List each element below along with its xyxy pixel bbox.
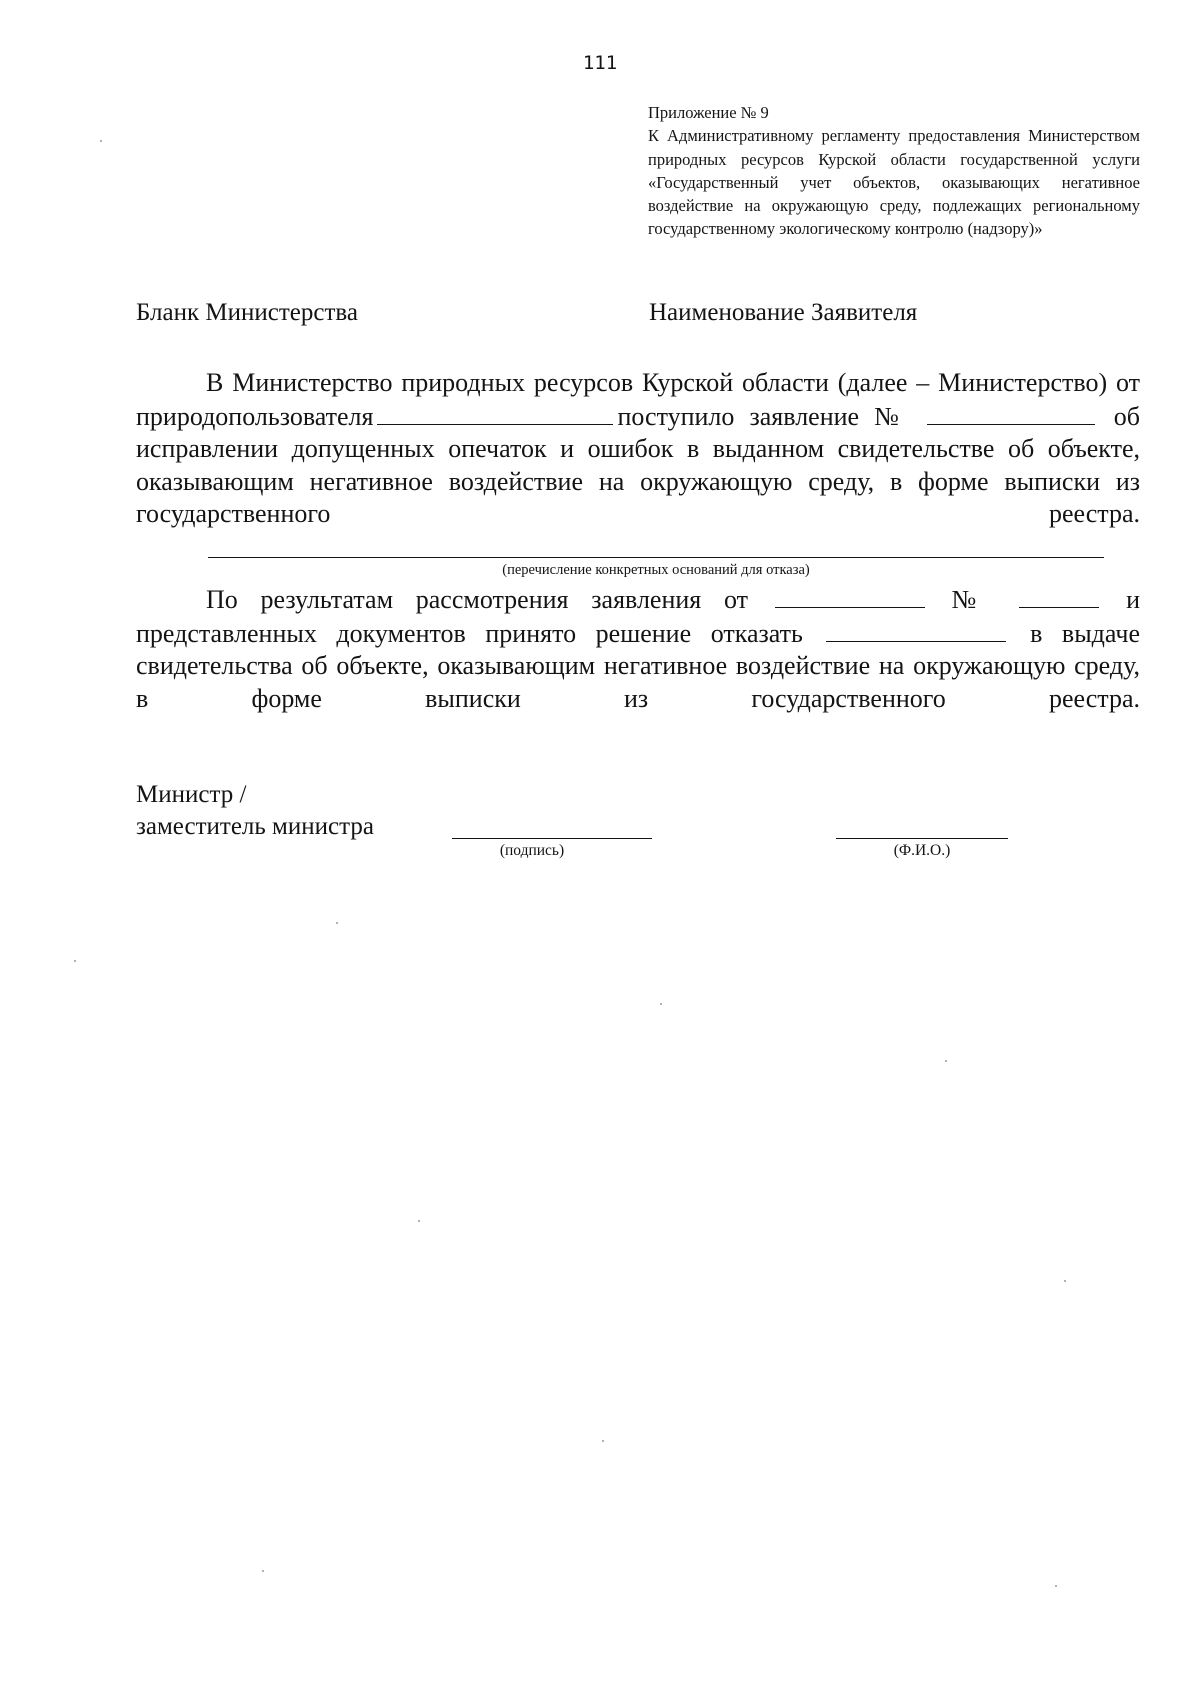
scan-speck — [336, 922, 338, 924]
decision-paragraph — [136, 583, 1140, 715]
scan-speck — [945, 1060, 947, 1062]
application-number-blank — [927, 400, 1095, 425]
full-name-caption: (Ф.И.О.) — [893, 842, 951, 859]
scan-speck — [74, 960, 76, 962]
applicant-name-label: Наименование Заявителя — [649, 299, 918, 326]
appendix-block — [648, 101, 1140, 241]
decision-number-blank — [1019, 583, 1099, 608]
scan-speck — [418, 1220, 420, 1222]
decision-text-part3: и представленных документов принято решение отказать — [136, 585, 1141, 648]
scan-speck — [602, 1440, 604, 1442]
decision-text-part4: в выдаче свидетельства об объекте, оказывающим негативное воздействие на окружающую среду, в форме выписки из государственного реестра. — [136, 618, 1141, 713]
nature-user-blank — [377, 400, 613, 425]
notice-text-part1: В Министерство природных ресурсов Курской области (далее – Министерство) от природопользователя — [136, 368, 1140, 431]
appendix-heading: Приложение № 9 — [648, 103, 769, 122]
scan-speck — [262, 1570, 264, 1572]
scan-speck — [1064, 1280, 1066, 1282]
scan-speck — [660, 1003, 662, 1005]
signatory-title-line1: Министр / — [136, 781, 247, 808]
notice-paragraph — [136, 367, 1140, 531]
decision-text-part2: № — [951, 585, 993, 614]
notice-text-part3: об исправлении допущенных опечаток и ошибок в выданном свидетельстве об объекте, оказывающим негативное воздействие на окружающую среду, в форме выписки из государственного реестра. — [136, 401, 1140, 528]
signature-line — [452, 838, 652, 839]
notice-text-part2: поступило заявление № — [617, 401, 908, 431]
refusal-blank — [826, 617, 1006, 642]
full-name-line — [836, 838, 1008, 839]
signature-caption: (подпись) — [499, 842, 565, 859]
decision-text-part1: По результатам рассмотрения заявления от — [206, 585, 749, 614]
refusal-reasons-line — [208, 557, 1104, 558]
scan-speck — [100, 140, 102, 142]
signatory-title-line2: заместитель министра — [136, 813, 374, 840]
application-date-blank — [775, 583, 925, 608]
ministry-blank-label: Бланк Министерства — [136, 299, 358, 326]
refusal-reasons-caption: (перечисление конкретных оснований для отказа) — [502, 562, 810, 578]
signatory-title — [136, 779, 374, 843]
scan-speck — [1055, 1585, 1057, 1587]
appendix-text: К Административному регламенту предоставления Министерством природных ресурсов Курской области государственной услуги «Государственный учет объектов, оказывающих негативное воздействие на окружающую среду, подлежащих региональному государственному экологическому контролю (надзору)» — [648, 126, 1140, 239]
page-number: 111 — [582, 52, 618, 74]
